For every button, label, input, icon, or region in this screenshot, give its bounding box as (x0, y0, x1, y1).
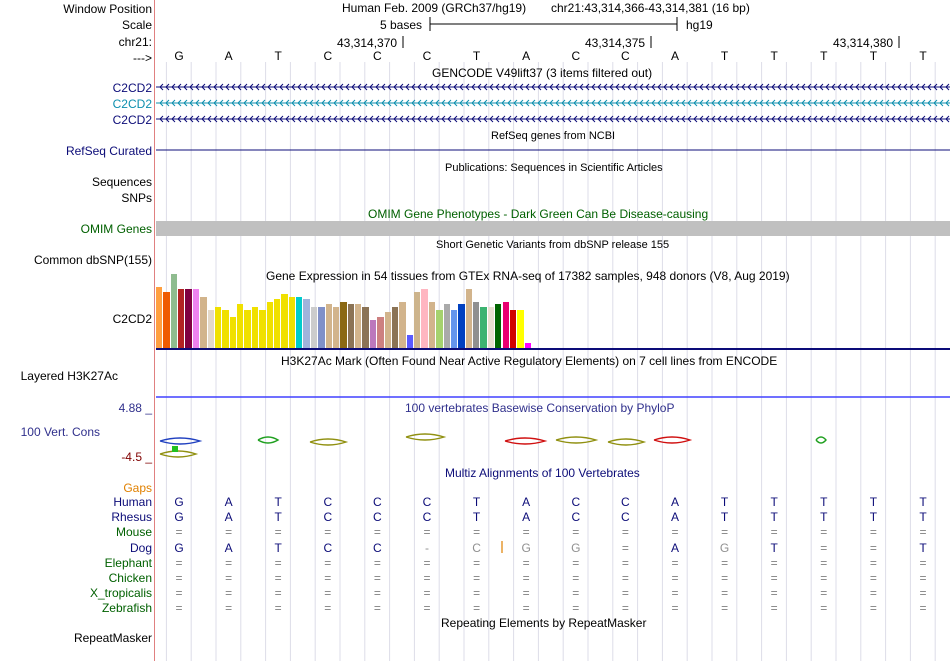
alignment-base: = (373, 571, 381, 585)
gtex-tissue-bar[interactable] (355, 304, 361, 348)
alignment-base: A (670, 510, 679, 525)
gtex-tissue-bar[interactable] (267, 302, 273, 348)
alignment-base: G (174, 540, 184, 555)
alignment-base: T (770, 540, 778, 555)
gtex-tissue-bar[interactable] (178, 289, 184, 348)
alignment-base: C (621, 510, 630, 525)
gtex-tissue-bar[interactable] (163, 292, 169, 348)
scale-assembly: hg19 (686, 18, 713, 32)
scale-text: 5 bases (380, 18, 423, 32)
gtex-tissue-bar[interactable] (193, 289, 199, 348)
omim-gene-bar[interactable] (156, 221, 950, 236)
gtex-tissue-bar[interactable] (259, 310, 265, 348)
phylop-label[interactable]: 100 Vert. Cons (20, 425, 100, 439)
base-letter: C (373, 49, 382, 63)
tick-label: 43,314,370 (337, 36, 398, 50)
alignment-base: = (869, 525, 877, 540)
gtex-tissue-bar[interactable] (237, 304, 243, 348)
alignment-base: = (621, 540, 629, 555)
gtex-tissue-bar[interactable] (289, 297, 295, 348)
alignment-base: = (621, 601, 629, 616)
alignment-base: T (820, 495, 828, 509)
alignment-base: C (621, 495, 630, 509)
gtex-tissue-bar[interactable] (303, 299, 309, 348)
alignment-base: G (174, 510, 184, 525)
base-letter: T (770, 49, 778, 63)
alignment-base: A (670, 540, 679, 555)
gtex-tissue-bar[interactable] (495, 304, 501, 348)
alignment-base: = (473, 571, 481, 585)
omim-label[interactable]: OMIM Genes (80, 222, 152, 236)
gencode-item-label[interactable]: C2CD2 (112, 81, 152, 95)
alignment-base: = (572, 525, 580, 540)
alignment-base: C (571, 495, 581, 509)
alignment-base: A (224, 540, 233, 555)
gtex-tissue-bar[interactable] (333, 307, 339, 348)
tick-label: 43,314,380 (833, 36, 894, 50)
alignment-base: = (373, 601, 381, 616)
alignment-base: = (869, 571, 877, 585)
alignment-base: A (670, 495, 679, 509)
gencode-item-label[interactable]: C2CD2 (112, 113, 152, 127)
alignment-base: = (175, 525, 183, 540)
dbsnp-label[interactable]: Common dbSNP(155) (33, 253, 152, 267)
alignment-base: = (274, 586, 282, 601)
alignment-base: = (423, 571, 431, 585)
gtex-tissue-bar[interactable] (488, 307, 494, 348)
alignment-base: A (224, 510, 233, 525)
alignment-base: = (324, 571, 332, 585)
alignment-base: = (473, 555, 481, 570)
gtex-tissue-bar[interactable] (480, 307, 486, 348)
alignment-base: = (621, 586, 629, 601)
alignment-base: = (820, 601, 828, 616)
alignment-base: T (274, 540, 282, 555)
h3k27ac-title[interactable]: H3K27Ac Mark (Often Found Near Active Regulatory Elements) on 7 cell lines from ENCODE (281, 354, 778, 368)
alignment-base: = (770, 571, 778, 585)
alignment-base: G (719, 540, 730, 555)
alignment-base: = (522, 555, 530, 570)
alignment-base: A (522, 510, 531, 525)
alignment-base: = (473, 586, 481, 601)
assembly-text: Human Feb. 2009 (GRCh37/hg19) (342, 1, 527, 15)
base-letter: C (422, 49, 432, 63)
gtex-tissue-bar[interactable] (244, 310, 250, 348)
alignment-base: = (820, 540, 828, 555)
alignment-base: = (572, 571, 580, 585)
alignment-base: = (373, 586, 381, 601)
alignment-base: = (721, 601, 729, 616)
gtex-tissue-bar[interactable] (156, 287, 162, 348)
alignment-base: = (919, 571, 927, 585)
gtex-tissue-bar[interactable] (510, 310, 516, 348)
repeatmasker-title[interactable]: Repeating Elements by RepeatMasker (441, 616, 647, 630)
alignment-base: = (324, 555, 332, 570)
gtex-tissue-bar[interactable] (473, 302, 479, 348)
alignment-base: = (324, 601, 332, 616)
alignment-base: = (225, 571, 233, 585)
gtex-tissue-bar[interactable] (208, 310, 214, 348)
alignment-base: G (174, 495, 184, 509)
alignment-base: = (869, 586, 877, 601)
phylop-wiggle (258, 437, 278, 443)
alignment-base: T (770, 495, 778, 509)
phylop-marker (172, 446, 178, 452)
alignment-base: = (820, 571, 828, 585)
alignment-base: C (422, 510, 432, 525)
window-position-label: Window Position (63, 2, 152, 16)
alignment-base: = (324, 586, 332, 601)
alignment-base: = (274, 525, 282, 540)
phylop-wiggle (556, 437, 596, 443)
species-label[interactable]: Dog (129, 540, 152, 555)
publications-sequences-label[interactable]: Sequences (91, 175, 152, 189)
gtex-tissue-bar[interactable] (281, 294, 287, 348)
species-label[interactable]: Zebrafish (101, 601, 152, 616)
alignment-base: = (671, 586, 679, 601)
position-text: chr21:43,314,366-43,314,381 (16 bp) (551, 1, 750, 15)
alignment-base: = (423, 601, 431, 616)
phylop-max: 4.88 _ (118, 401, 152, 415)
base-letter: C (323, 49, 333, 63)
gtex-tissue-bar[interactable] (370, 320, 376, 348)
alignment-base: = (522, 525, 530, 540)
alignment-base: C (571, 510, 581, 525)
phylop-wiggle (816, 437, 826, 443)
alignment-base: T (919, 540, 927, 555)
species-label[interactable]: Mouse (115, 525, 152, 540)
alignment-base: T (919, 510, 927, 525)
scale-label: Scale (121, 18, 152, 32)
gtex-tissue-bar[interactable] (407, 335, 413, 348)
alignment-base: = (274, 555, 282, 570)
alignment-base: = (473, 525, 481, 540)
gtex-tissue-bar[interactable] (185, 289, 191, 348)
alignment-base: = (869, 555, 877, 570)
alignment-base: = (175, 571, 183, 585)
gtex-tissue-bar[interactable] (318, 307, 324, 348)
alignment-base: C (323, 495, 333, 509)
alignment-base: = (919, 555, 927, 570)
gtex-tissue-bar[interactable] (525, 343, 531, 348)
gtex-tissue-bar[interactable] (385, 312, 391, 348)
alignment-base: = (473, 601, 481, 616)
alignment-base: = (572, 601, 580, 616)
alignment-base: = (919, 601, 927, 616)
alignment-base: = (721, 571, 729, 585)
dbsnp-title[interactable]: Short Genetic Variants from dbSNP release 155 (436, 239, 670, 251)
gencode-item-label[interactable]: C2CD2 (112, 97, 152, 111)
alignment-base: C (373, 495, 382, 509)
gtex-tissue-bar[interactable] (414, 292, 420, 348)
gtex-tissue-bar[interactable] (503, 302, 509, 348)
alignment-base: G (521, 540, 531, 555)
alignment-base: C (373, 540, 382, 555)
alignment-base: = (621, 525, 629, 540)
alignment-base: = (621, 571, 629, 585)
gtex-tissue-bar[interactable] (222, 310, 228, 348)
gtex-tissue-bar[interactable] (274, 299, 280, 348)
strand-label: ---> (133, 51, 152, 65)
alignment-base: T (720, 495, 729, 509)
repeatmasker-label[interactable]: RepeatMasker (73, 631, 152, 645)
gtex-tissue-bar[interactable] (311, 307, 317, 348)
alignment-base: = (770, 586, 778, 601)
gtex-tissue-bar[interactable] (377, 317, 383, 348)
phylop-wiggle (654, 437, 690, 443)
base-letter: T (720, 49, 729, 63)
alignment-base: T (472, 495, 481, 509)
publications-snps-label[interactable]: SNPs (121, 191, 152, 205)
phylop-wiggle (406, 434, 444, 440)
gtex-tissue-bar[interactable] (230, 317, 236, 348)
alignment-base: = (225, 555, 233, 570)
alignment-base: = (820, 586, 828, 601)
alignment-base: = (572, 586, 580, 601)
h3k27ac-label[interactable]: Layered H3K27Ac (20, 369, 118, 383)
gtex-tissue-bar[interactable] (466, 289, 472, 348)
alignment-base: = (274, 571, 282, 585)
alignment-base: = (373, 525, 381, 540)
gtex-tissue-bar[interactable] (252, 307, 258, 348)
base-letter: T (820, 49, 828, 63)
gtex-tissue-bar[interactable] (517, 310, 523, 348)
alignment-base: = (671, 555, 679, 570)
alignment-base: = (175, 586, 183, 601)
alignment-base: G (571, 540, 581, 555)
gtex-tissue-bar[interactable] (451, 310, 457, 348)
alignment-base: = (522, 601, 530, 616)
alignment-base: = (869, 540, 877, 555)
omim-title[interactable]: OMIM Gene Phenotypes - Dark Green Can Be Disease-causing (368, 207, 709, 221)
gtex-tissue-bar[interactable] (296, 297, 302, 348)
alignment-base: C (422, 495, 432, 509)
alignment-base: = (274, 601, 282, 616)
alignment-base: = (869, 601, 877, 616)
gtex-tissue-bar[interactable] (326, 304, 332, 348)
species-label[interactable]: Elephant (104, 555, 152, 570)
phylop-wiggle (608, 439, 644, 445)
gtex-tissue-bar[interactable] (340, 302, 346, 348)
multiz-title[interactable]: Multiz Alignments of 100 Vertebrates (445, 466, 640, 480)
gtex-tissue-bar[interactable] (362, 307, 368, 348)
alignment-base: = (671, 571, 679, 585)
chrom-label: chr21: (118, 35, 152, 49)
gtex-tissue-bar[interactable] (421, 289, 427, 348)
alignment-base: T (820, 510, 828, 525)
alignment-base: = (770, 601, 778, 616)
tick-label: 43,314,375 (585, 36, 646, 50)
alignment-base: T (919, 495, 927, 509)
base-letter: T (919, 49, 927, 63)
publications-title[interactable]: Publications: Sequences in Scientific Articles (445, 162, 663, 174)
gtex-tissue-bar[interactable] (215, 307, 221, 348)
base-letter: C (621, 49, 630, 63)
alignment-base: T (274, 510, 282, 525)
base-letter: A (522, 49, 531, 63)
base-letter: T (869, 49, 878, 63)
alignment-base: T (869, 510, 878, 525)
species-label[interactable]: X_tropicalis (89, 586, 152, 601)
gtex-tissue-bar[interactable] (348, 304, 354, 348)
alignment-base: A (522, 495, 531, 509)
phylop-title[interactable]: 100 vertebrates Basewise Conservation by PhyloP (405, 401, 675, 415)
alignment-base: = (175, 601, 183, 616)
alignment-base: = (423, 555, 431, 570)
gtex-tissue-bar[interactable] (171, 274, 177, 348)
alignment-base: T (472, 510, 481, 525)
phylop-wiggle (505, 438, 545, 444)
alignment-base: = (770, 555, 778, 570)
alignment-base: C (472, 540, 481, 555)
alignment-base: = (522, 571, 530, 585)
alignment-base: = (225, 601, 233, 616)
alignment-base: = (373, 555, 381, 570)
alignment-base: = (423, 525, 431, 540)
gtex-tissue-bar[interactable] (429, 302, 435, 348)
gtex-tissue-bar[interactable] (399, 302, 405, 348)
gtex-tissue-bar[interactable] (436, 310, 442, 348)
alignment-base: = (175, 555, 183, 570)
alignment-base: = (671, 525, 679, 540)
alignment-base: = (919, 525, 927, 540)
refseq-title[interactable]: RefSeq genes from NCBI (491, 130, 616, 142)
gtex-tissue-bar[interactable] (458, 304, 464, 348)
species-label[interactable]: Chicken (108, 571, 152, 585)
alignment-base: C (323, 510, 333, 525)
alignment-base: T (274, 495, 282, 509)
alignment-base: = (522, 586, 530, 601)
alignment-base: = (423, 586, 431, 601)
phylop-min: -4.5 _ (121, 450, 152, 464)
base-letter: T (274, 49, 282, 63)
alignment-base: = (770, 525, 778, 540)
base-letter: A (670, 49, 679, 63)
species-label[interactable]: Rhesus (111, 510, 152, 525)
alignment-base: T (869, 495, 878, 509)
alignment-base: = (324, 525, 332, 540)
base-letter: T (472, 49, 481, 63)
alignment-base: = (572, 555, 580, 570)
gtex-tissue-bar[interactable] (200, 297, 206, 348)
gaps-label: Gaps (123, 481, 152, 495)
base-letter: C (571, 49, 581, 63)
gtex-tissue-bar[interactable] (392, 307, 398, 348)
alignment-base: = (721, 555, 729, 570)
gtex-tissue-bar[interactable] (444, 304, 450, 348)
gencode-title[interactable]: GENCODE V49lift37 (3 items filtered out) (432, 66, 653, 80)
alignment-base: - (425, 540, 429, 555)
alignment-base: = (721, 586, 729, 601)
base-letter: A (224, 49, 233, 63)
alignment-base: = (820, 555, 828, 570)
alignment-base: = (721, 525, 729, 540)
alignment-base: = (919, 586, 927, 601)
base-letter: G (174, 49, 184, 63)
alignment-base: T (720, 510, 729, 525)
species-label[interactable]: Human (113, 495, 152, 509)
refseq-label[interactable]: RefSeq Curated (65, 144, 152, 158)
alignment-base: = (671, 601, 679, 616)
alignment-base: T (770, 510, 778, 525)
gtex-title[interactable]: Gene Expression in 54 tissues from GTEx RNA-seq of 17382 samples, 948 donors (V8, Aug 2019) (266, 269, 790, 283)
alignment-base: C (373, 510, 382, 525)
alignment-base: = (225, 525, 233, 540)
alignment-base: = (225, 586, 233, 601)
alignment-base: = (621, 555, 629, 570)
alignment-base: = (820, 525, 828, 540)
gtex-label[interactable]: C2CD2 (112, 312, 152, 326)
alignment-base: A (224, 495, 233, 509)
alignment-base: C (323, 540, 333, 555)
